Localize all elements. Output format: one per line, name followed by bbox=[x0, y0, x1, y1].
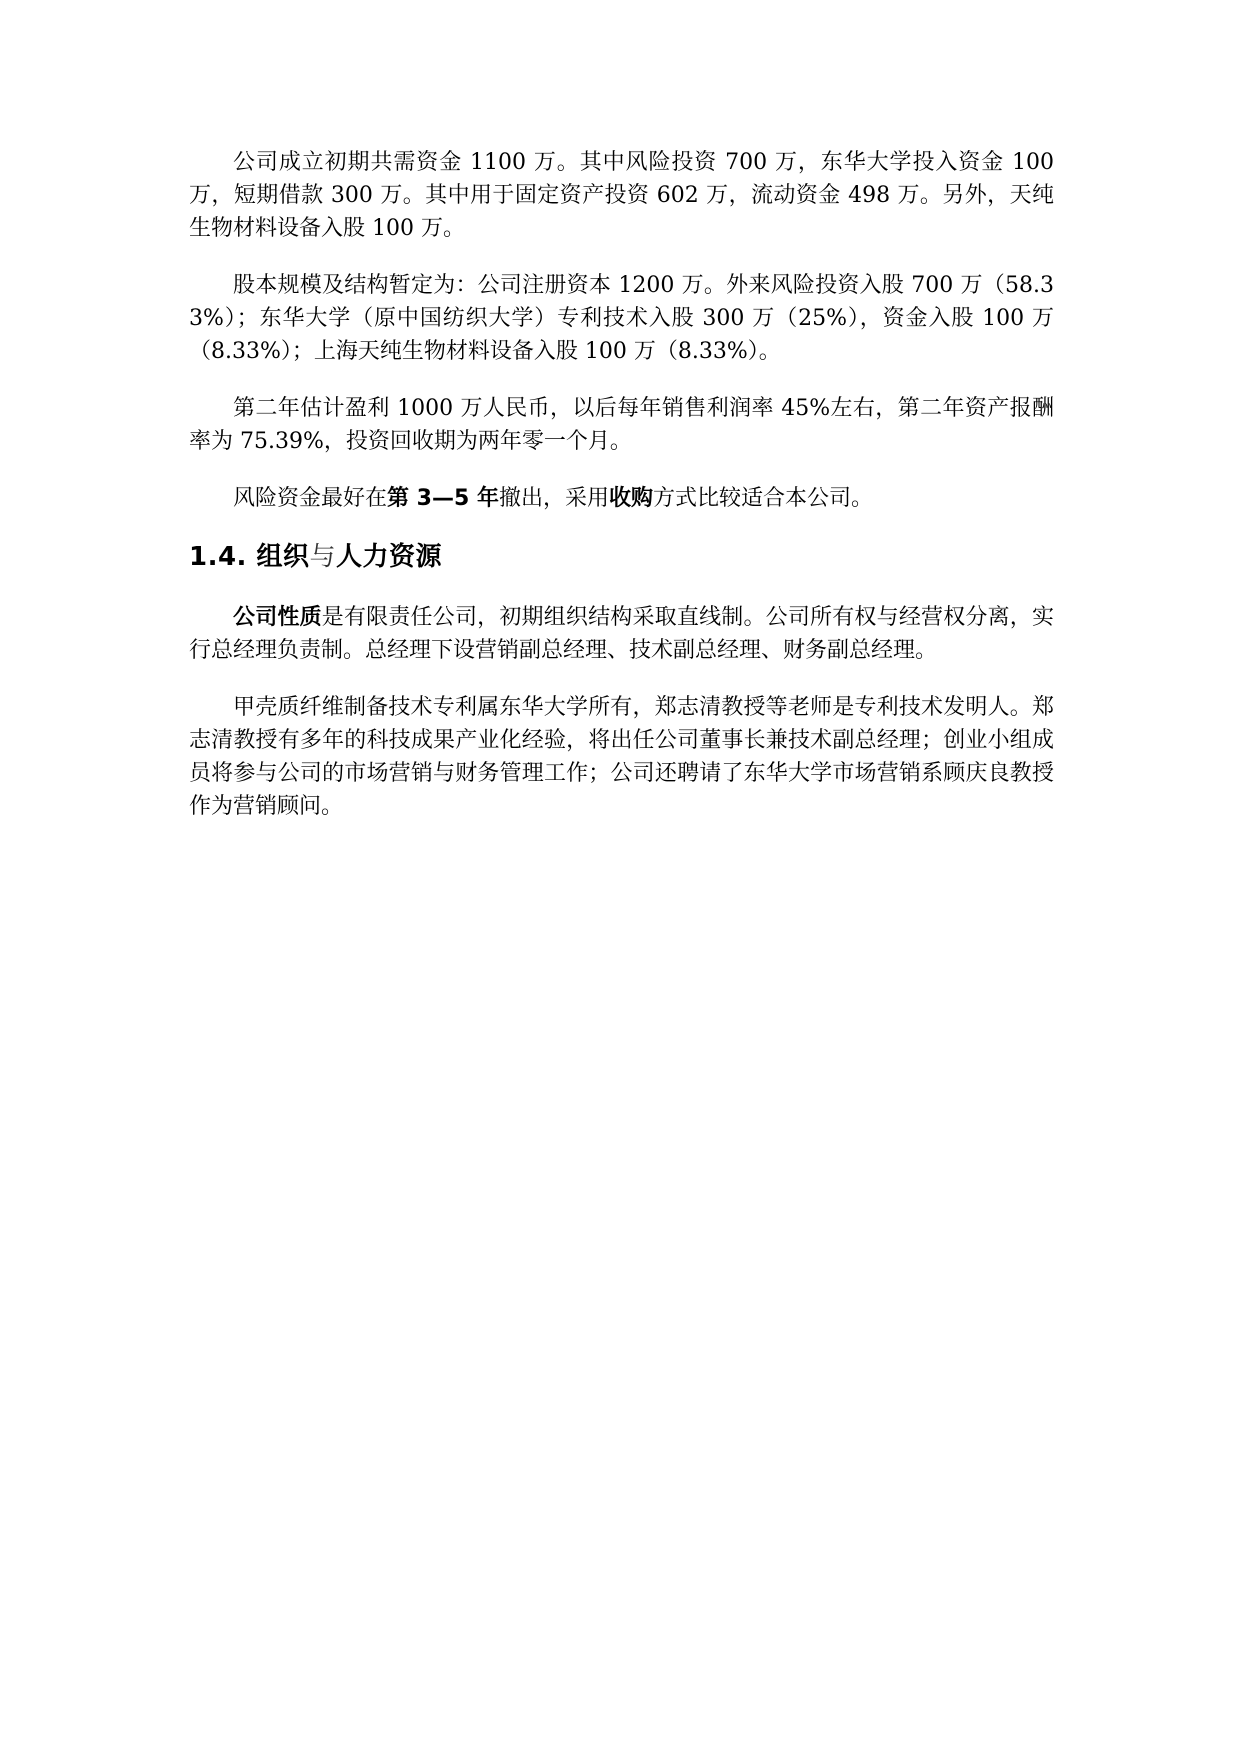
company-nature-text: 是有限责任公司，初期组织结构采取直线制。公司所有权与经营权分离，实行总经理负责制。总经理下设营销副总经理、技术副总经理、财务副总经理。 bbox=[189, 605, 1054, 663]
exit-text-middle: 撤出，采用 bbox=[498, 486, 609, 511]
paragraph-equity-structure: 股本规模及结构暂定为：公司注册资本 1200 万。外来风险投资入股 700 万（58.33%）；东华大学（原中国纺织大学）专利技术入股 300 万（25%），资金入股 100 万（8.33%）；上海天纯生物材料设备入股 100 万（8.33%）。 bbox=[189, 273, 1054, 364]
exit-method-bold: 收购 bbox=[608, 486, 653, 511]
company-nature-bold: 公司性质 bbox=[233, 605, 322, 630]
exit-text-suffix: 方式比较适合本公司。 bbox=[652, 486, 873, 511]
heading-part-2: 与 bbox=[309, 542, 337, 572]
paragraph-patent-team: 甲壳质纤维制备技术专利属东华大学所有，郑志清教授等老师是专利技术发明人。郑志清教授有多年的科技成果产业化经验，将出任公司董事长兼技术副总经理；创业小组成员将参与公司的市场营销与财务管理工作；公司还聘请了东华大学市场营销系顾庆良教授作为营销顾问。 bbox=[189, 695, 1054, 819]
section-heading-organization bbox=[189, 539, 1054, 575]
heading-part-1: 1.4. 组织 bbox=[189, 542, 310, 572]
document-page bbox=[189, 146, 1054, 823]
paragraph-profit-forecast: 第二年估计盈利 1000 万人民币，以后每年销售利润率 45%左右，第二年资产报酬率为 75.39%，投资回收期为两年零一个月。 bbox=[189, 396, 1054, 454]
paragraph-funding: 公司成立初期共需资金 1100 万。其中风险投资 700 万，东华大学投入资金 100 万，短期借款 300 万。其中用于固定资产投资 602 万，流动资金 498 万。另外，天纯生物材料设备入股 100 万。 bbox=[189, 150, 1054, 241]
paragraph-exit-strategy bbox=[189, 482, 1054, 515]
paragraph-company-nature bbox=[189, 601, 1054, 667]
exit-period-bold: 第 3—5 年 bbox=[387, 486, 499, 511]
heading-part-3: 人力资源 bbox=[336, 542, 443, 572]
exit-text-prefix: 风险资金最好在 bbox=[233, 486, 388, 511]
